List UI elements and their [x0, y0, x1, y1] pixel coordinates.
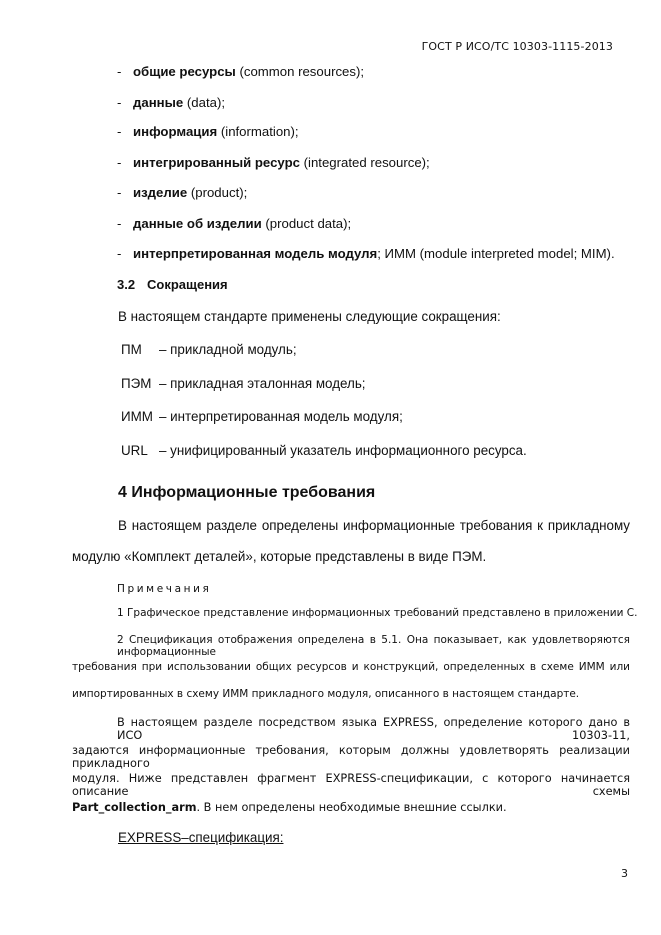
page-number: 3 — [621, 867, 628, 880]
term-rest: (product); — [187, 185, 248, 200]
term-rest: (data); — [183, 95, 226, 110]
list-dash: - — [117, 185, 122, 200]
note-line: 1 Графическое представление информационных требований представлено в приложении С. — [117, 607, 638, 619]
list-dash: - — [117, 246, 122, 261]
abbreviations-intro: В настоящем стандарте применены следующие сокращения: — [118, 309, 501, 324]
term-item — [117, 64, 364, 79]
paragraph-line: В настоящем разделе посредством языка EXPRESS, определение которого дано в ИСО 10303-11, — [117, 716, 630, 742]
term-rest: ; ИММ (module interpreted model; MIM). — [377, 246, 615, 261]
abbreviation-code: ПМ — [121, 342, 142, 357]
section-title: Сокращения — [147, 277, 228, 292]
abbreviation-row — [121, 376, 366, 391]
abbreviation-definition: – унифицированный указатель информационного ресурса. — [159, 443, 527, 458]
abbreviation-definition: – интерпретированная модель модуля; — [159, 409, 403, 424]
abbreviation-code: ИММ — [121, 409, 153, 424]
term-rest: (product data); — [261, 216, 352, 231]
abbreviation-row — [121, 342, 297, 357]
abbreviation-definition: – прикладная эталонная модель; — [159, 376, 366, 391]
term-rest: (integrated resource); — [299, 155, 430, 170]
document-header: ГОСТ Р ИСО/ТС 10303-1115-2013 — [421, 40, 613, 53]
paragraph-rest: . В нем определены необходимые внешние ссылки. — [196, 801, 507, 814]
term-bold: общие ресурсы — [133, 64, 236, 79]
term-bold: интерпретированная модель модуля — [133, 246, 378, 261]
abbreviation-definition: – прикладной модуль; — [159, 342, 297, 357]
list-dash: - — [117, 95, 122, 110]
abbreviation-code: URL — [121, 443, 148, 458]
paragraph-line: модуля. Ниже представлен фрагмент EXPRESS-спецификации, с которого начинается описание схемы — [72, 772, 630, 798]
term-rest: (common resources); — [235, 64, 365, 79]
note-line: импортированных в схему ИММ прикладного модуля, описанного в настоящем стандарте. — [72, 688, 580, 700]
abbreviation-code: ПЭМ — [121, 376, 152, 391]
abbreviation-row — [121, 409, 403, 424]
section-number: 3.2 — [117, 277, 136, 292]
paragraph-line: модулю «Комплект деталей», которые представлены в виде ПЭМ. — [72, 549, 487, 564]
note-line: требования при использовании общих ресурсов и конструкций, определенных в схеме ИММ или — [72, 661, 630, 673]
note-line: 2 Спецификация отображения определена в 5.1. Она показывает, как удовлетворяются информационные — [117, 634, 630, 658]
list-dash: - — [117, 64, 122, 79]
term-item — [117, 95, 225, 110]
term-item — [117, 246, 615, 261]
term-bold: данные об изделии — [133, 216, 262, 231]
list-dash: - — [117, 124, 122, 139]
express-specification-heading: EXPRESS–спецификация: — [118, 830, 284, 845]
section-heading-4: 4 Информационные требования — [118, 484, 376, 501]
abbreviation-row — [121, 443, 527, 458]
paragraph-line — [72, 801, 507, 814]
schema-name: Part_collection_arm — [72, 801, 197, 814]
term-bold: информация — [133, 124, 218, 139]
section-heading-3-2 — [117, 277, 228, 292]
term-bold: интегрированный ресурс — [133, 155, 300, 170]
paragraph-line: В настоящем разделе определены информационные требования к прикладному — [118, 518, 630, 533]
list-dash: - — [117, 216, 122, 231]
term-item — [117, 216, 351, 231]
term-bold: изделие — [133, 185, 188, 200]
term-item — [117, 155, 430, 170]
list-dash: - — [117, 155, 122, 170]
notes-title: Примечания — [117, 583, 212, 595]
term-item — [117, 185, 247, 200]
term-bold: данные — [133, 95, 184, 110]
paragraph-line: задаются информационные требования, которым должны удовлетворять реализации прикладного — [72, 744, 630, 770]
term-rest: (information); — [217, 124, 299, 139]
term-item — [117, 124, 299, 139]
